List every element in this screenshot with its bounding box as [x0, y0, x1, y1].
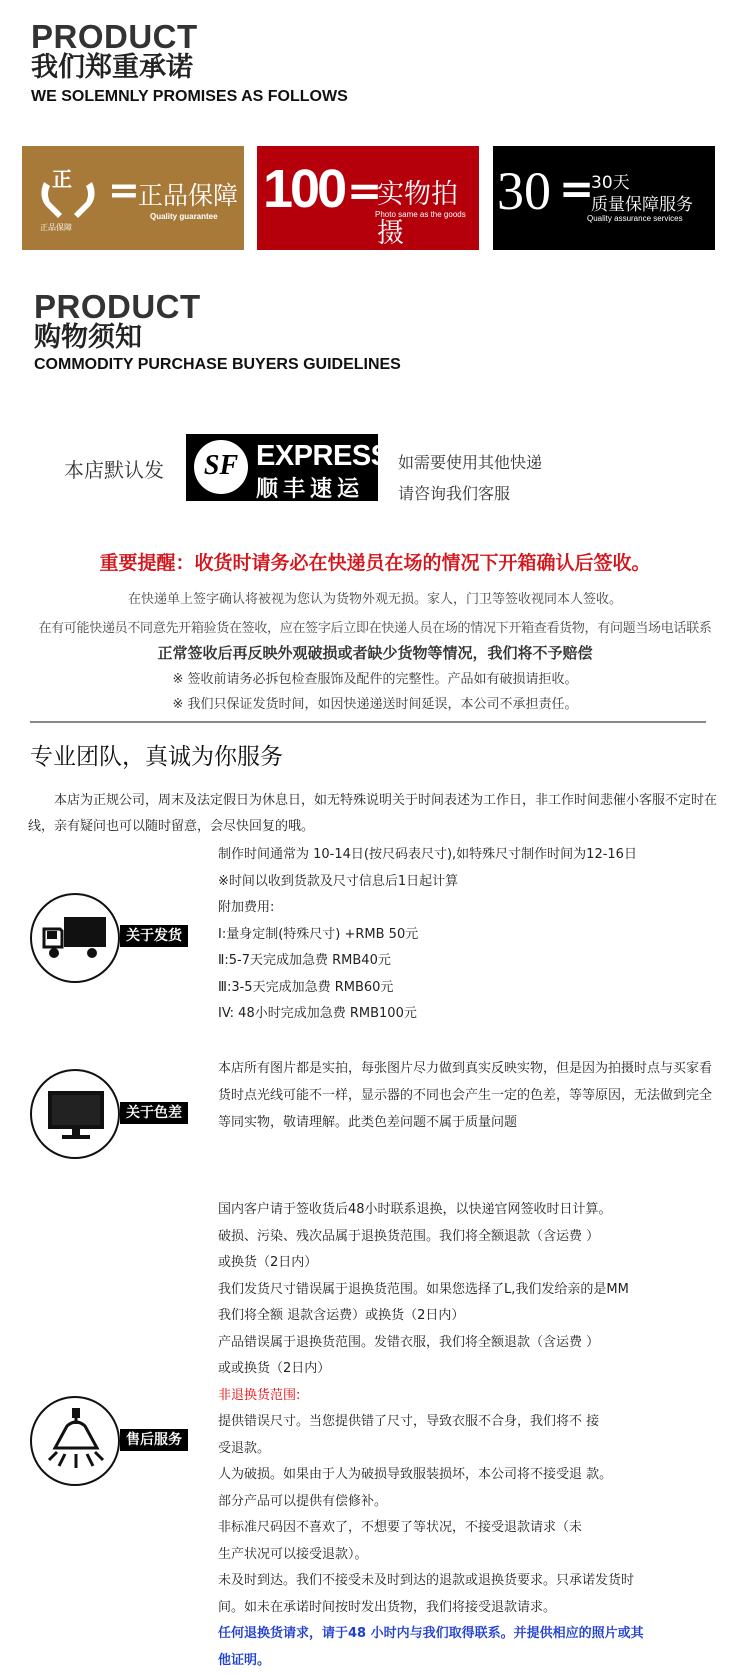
contact-notice: 任何退换货请求，请于48 小时内与我们取得联系。并提供相应的照片或其 [218, 1621, 644, 1648]
header2-sub: COMMODITY PURCHASE BUYERS GUIDELINES [34, 356, 401, 374]
badge1-sub: Quality guarantee [150, 212, 218, 221]
shipping-line: Ⅰ:量身定制(特殊尺寸) +RMB 50元 [218, 922, 637, 949]
monitor-icon [46, 1089, 106, 1141]
notice-line2: 在有可能快递员不同意先开箱验货在签收，应在签字后立即在快递人员在场的情况下开箱查看货物，有问题当场电话联系 [0, 617, 750, 636]
after-sales-line: 我们将全额 退款含运费）或换货（2日内） [218, 1303, 644, 1330]
svg-text:正: 正 [52, 167, 72, 191]
badge-30-day-service [493, 146, 715, 250]
truck-icon [42, 915, 108, 961]
color-diff-circle [30, 1069, 120, 1159]
express-note2: 请咨询我们客服 [398, 481, 510, 504]
express-default-label: 本店默认发 [64, 454, 164, 483]
badge2-sub: Photo same as the goods [375, 210, 466, 219]
badge2-number: 100 [263, 158, 344, 220]
shipping-line: 制作时间通常为 10-14日(按尺码表尺寸),如特殊尺寸制作时间为12-16日 [218, 842, 637, 869]
shipping-line: IV: 48小时完成加急费 RMB100元 [218, 1001, 637, 1028]
sf-logo-en: EXPRESS [256, 440, 390, 473]
after-sales-line: 或或换货（2日内） [218, 1356, 644, 1383]
notice-line4: ※ 签收前请务必拆包检查服饰及配件的完整性。产品如有破损请拒收。 [0, 668, 750, 687]
sf-logo-cn: 顺丰速运 [256, 472, 364, 503]
express-note1: 如需要使用其他快递 [398, 450, 542, 473]
badge2-eq: = [347, 166, 382, 215]
header1-sub: WE SOLEMNLY PROMISES AS FOLLOWS [31, 88, 348, 106]
badge1-eq: = [108, 168, 140, 212]
after-sales-line: 或换货（2日内） [218, 1250, 644, 1277]
non-return-heading: 非退换货范围: [218, 1383, 644, 1410]
sf-express-logo [186, 434, 378, 501]
shipping-line: Ⅱ:5-7天完成加急费 RMB40元 [218, 948, 637, 975]
notice-line3: 正常签收后再反映外观破损或者缺少货物等情况，我们将不予赔偿 [0, 642, 750, 663]
header2-en: PRODUCT [34, 290, 201, 323]
badge3-top: 30天 [591, 168, 630, 193]
badge3-eq: = [559, 164, 594, 213]
badge3-sub: Quality assurance services [587, 214, 683, 223]
notice-headline: 重要提醒：收货时请务必在快递员在场的情况下开箱确认后签收。 [0, 548, 750, 575]
notice-line5: ※ 我们只保证发货时间，如因快递递送时间延误，本公司不承担责任。 [0, 693, 750, 712]
after-sales-line: 部分产品可以提供有偿修补。 [218, 1489, 644, 1516]
badge-quality-guarantee [22, 146, 244, 250]
shipping-line: Ⅲ:3-5天完成加急费 RMB60元 [218, 975, 637, 1002]
header1-cn: 我们郑重承诺 [31, 53, 193, 83]
color-diff-tag: 关于色差 [120, 1102, 188, 1124]
color-diff-text-block [218, 1055, 712, 1136]
shipping-line: ※时间以收到货款及尺寸信息后1日起计算 [218, 869, 637, 896]
after-sales-line: 产品错误属于退换货范围。发错衣服，我们将全额退款（含运费 ） [218, 1330, 644, 1357]
team-intro: 本店为正规公司，周末及法定假日为休息日，如无特殊说明关于时间表述为工作日，非工作时间悲催小客服不定时在线，亲有疑问也可以随时留意，会尽快回复的哦。 [28, 788, 718, 840]
notice-line1: 在快递单上签字确认将被视为您认为货物外观无损。家人，门卫等签收视同本人签收。 [0, 588, 750, 607]
badge1-main: 正品保障 [138, 176, 238, 212]
badge3-main: 质量保障服务 [591, 190, 693, 215]
after-sales-tag: 售后服务 [120, 1429, 188, 1451]
badge3-number: 30 [497, 160, 551, 222]
after-sales-line: 生产状况可以接受退款）。 [218, 1542, 644, 1569]
sf-circle-icon: SF [194, 440, 248, 494]
after-sales-line: 国内客户请于签收货后48小时联系退换，以快递官网签收时日计算。 [218, 1197, 644, 1224]
badge1-icon-text: 正品保障 [40, 222, 72, 233]
lamp-icon [45, 1408, 107, 1474]
shipping-circle [30, 893, 120, 983]
after-sales-lines [218, 1197, 644, 1674]
team-title: 专业团队，真诚为你服务 [30, 738, 283, 771]
after-sales-line: 人为破损。如果由于人为破损导致服装损坏，本公司将不接受退 款。 [218, 1462, 644, 1489]
divider [30, 721, 706, 723]
header2-cn: 购物须知 [34, 323, 142, 353]
shipping-lines [218, 842, 637, 1028]
shipping-line: 附加费用: [218, 895, 637, 922]
after-sales-line: 破损、污染、残次品属于退换货范围。我们将全额退款（含运费 ） [218, 1224, 644, 1251]
contact-notice-cont: 他证明。 [218, 1648, 644, 1674]
color-diff-text: 本店所有图片都是实拍，每张图片尽力做到真实反映实物，但是因为拍摄时点与买家看货时点光线可能不一样，显示器的不同也会产生一定的色差，等等原因，无法做到完全等同实物，敬请理解。此类色差问题不属于质量问题 [218, 1055, 712, 1136]
badge2-main: 实物拍摄 [377, 172, 479, 250]
after-sales-circle [30, 1396, 120, 1486]
header1-en: PRODUCT [31, 20, 198, 53]
after-sales-line: 我们发货尺寸错误属于退换货范围。如果您选择了L,我们发给亲的是MM [218, 1277, 644, 1304]
after-sales-line: 非标准尺码因不喜欢了，不想要了等状况，不接受退款请求（未 [218, 1515, 644, 1542]
after-sales-line: 未及时到达。我们不接受未及时到达的退款或退换货要求。只承诺发货时 [218, 1568, 644, 1595]
shipping-tag: 关于发货 [120, 925, 188, 947]
badge-real-photo [257, 146, 479, 250]
after-sales-line: 受退款。 [218, 1436, 644, 1463]
after-sales-line: 提供错误尺寸。当您提供错了尺寸，导致衣服不合身，我们将不 接 [218, 1409, 644, 1436]
after-sales-line: 间。如未在承诺时间按时发出货物，我们将接受退款请求。 [218, 1595, 644, 1622]
